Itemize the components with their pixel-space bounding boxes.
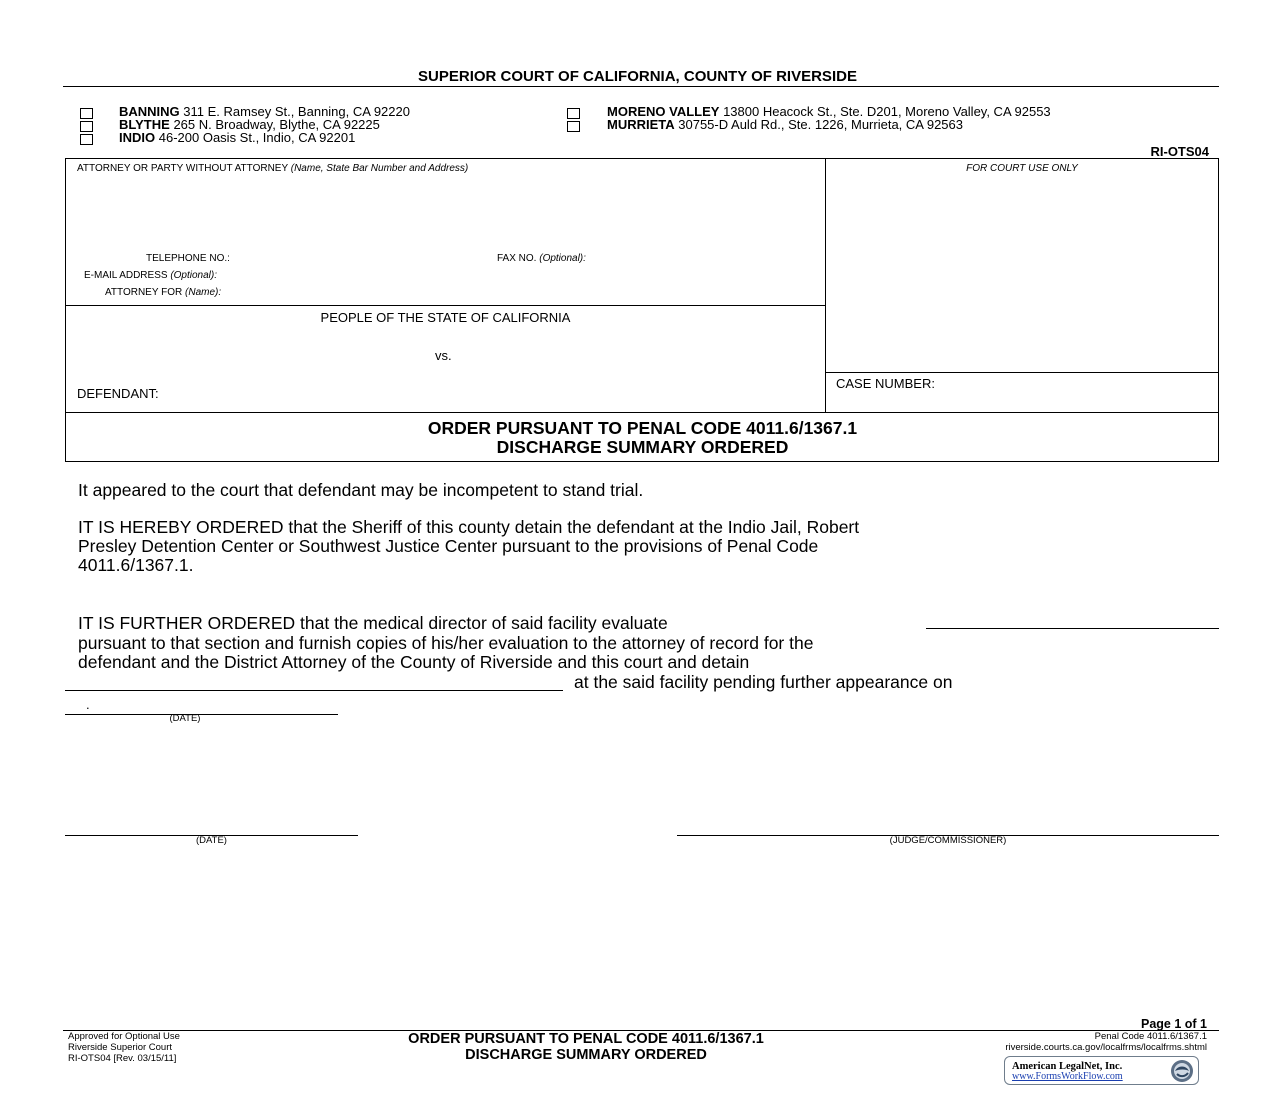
paragraph-2-line-2: Presley Detention Center or Southwest Justice Center pursuant to the provisions of Penal Code [78,536,819,556]
attorney-for-text: ATTORNEY FOR [105,287,183,298]
title-rule [63,86,1219,87]
attorney-label-note: (Name, State Bar Number and Address) [290,163,469,174]
footer-right [1005,1031,1207,1053]
case-number-label: CASE NUMBER: [836,376,935,391]
telephone-label: TELEPHONE NO.: [146,253,230,264]
globe-icon [1170,1059,1194,1083]
footer-left-line: Approved for Optional Use [68,1031,180,1042]
location-name: MURRIETA [607,117,675,132]
checkbox-blythe[interactable] [80,121,93,132]
judge-signature-label: (JUDGE/COMMISSIONER) [889,835,1007,846]
paragraph-3-line-4: at the said facility pending further appearance on [574,672,953,692]
email-label-note: (Optional): [170,270,218,281]
footer-title-line1: ORDER PURSUANT TO PENAL CODE 4011.6/1367.1 [408,1031,764,1047]
checkbox-indio[interactable] [80,134,93,145]
checkbox-murrieta[interactable] [567,121,580,132]
american-legalnet-logo[interactable] [1004,1056,1199,1085]
order-title-line1: ORDER PURSUANT TO PENAL CODE 4011.6/1367.1 [427,418,858,438]
location-name: BANNING [119,104,180,119]
email-label-text: E-MAIL ADDRESS [84,270,168,281]
location-address: 30755-D Auld Rd., Ste. 1226, Murrieta, CA 92563 [678,117,963,132]
court-title: SUPERIOR COURT OF CALIFORNIA, COUNTY OF RIVERSIDE [418,68,857,85]
footer-left-line: Riverside Superior Court [68,1042,173,1053]
location-address: 46-200 Oasis St., Indio, CA 92201 [158,130,356,145]
footer-left [68,1031,180,1064]
location-address: 265 N. Broadway, Blythe, CA 92225 [173,117,380,132]
attorney-for-note: (Name): [185,287,222,298]
order-title [66,419,1219,457]
footer-title-line2: DISCHARGE SUMMARY ORDERED [465,1047,707,1063]
paragraph-3-line-2: pursuant to that section and furnish copies of his/her evaluation to the attorney of record for the [78,633,814,653]
form-id: RI-OTS04 [1150,144,1209,159]
page-number: Page 1 of 1 [1141,1017,1207,1031]
attorney-label-text: ATTORNEY OR PARTY WITHOUT ATTORNEY [77,163,288,174]
paragraph-2-line-1: IT IS HEREBY ORDERED that the Sheriff of this county detain the defendant at the Indio Jail, Robert [78,517,860,537]
logo-company-name: American LegalNet, Inc. [1012,1061,1123,1072]
vs-label: vs. [435,348,452,363]
paragraph-3-line-3: defendant and the District Attorney of the County of Riverside and this court and detain [78,652,750,672]
evaluate-name-field[interactable] [926,628,1219,629]
location-name: MORENO VALLEY [607,104,720,119]
location-address: 13800 Heacock St., Ste. D201, Moreno Valley, CA 92553 [723,104,1051,119]
location-address: 311 E. Ramsey St., Banning, CA 92220 [183,104,410,119]
attorney-box[interactable] [65,158,826,306]
checkbox-moreno-valley[interactable] [567,108,580,119]
plaintiff-label: PEOPLE OF THE STATE OF CALIFORNIA [320,310,571,325]
footer-statute: Penal Code 4011.6/1367.1 [1094,1031,1207,1042]
order-title-line2: DISCHARGE SUMMARY ORDERED [496,437,789,457]
court-use-box [825,158,1219,373]
attorney-label [77,163,468,174]
email-label [84,270,217,281]
defendant-label[interactable]: DEFENDANT: [77,386,159,401]
location-name: INDIO [119,130,156,145]
fax-label-text: FAX NO. [497,253,537,264]
paragraph-3-line-1: IT IS FURTHER ORDERED that the medical director of said facility evaluate [78,613,668,633]
fax-label-note: (Optional): [539,253,586,264]
footer-title [300,1031,872,1063]
court-use-label: FOR COURT USE ONLY [966,163,1078,174]
location-indio [119,130,355,145]
appearance-date-label: (DATE) [169,713,201,724]
attorney-for-label [105,287,221,298]
signature-date-label: (DATE) [196,835,227,846]
logo-url-link[interactable]: www.FormsWorkFlow.com [1012,1071,1123,1082]
paragraph-2-line-3: 4011.6/1367.1. [78,555,194,575]
fax-label [497,253,586,264]
checkbox-banning[interactable] [80,108,93,119]
footer-court-url[interactable]: riverside.courts.ca.gov/localfrms/localfrms.shtml [1005,1042,1207,1053]
footer-left-line: RI-OTS04 [Rev. 03/15/11] [68,1053,177,1064]
location-name: BLYTHE [119,117,170,132]
paragraph-1: It appeared to the court that defendant may be incompetent to stand trial. [78,480,644,500]
detain-name-field[interactable] [65,690,563,691]
sentence-period: . [86,697,90,712]
location-murrieta [607,117,963,132]
